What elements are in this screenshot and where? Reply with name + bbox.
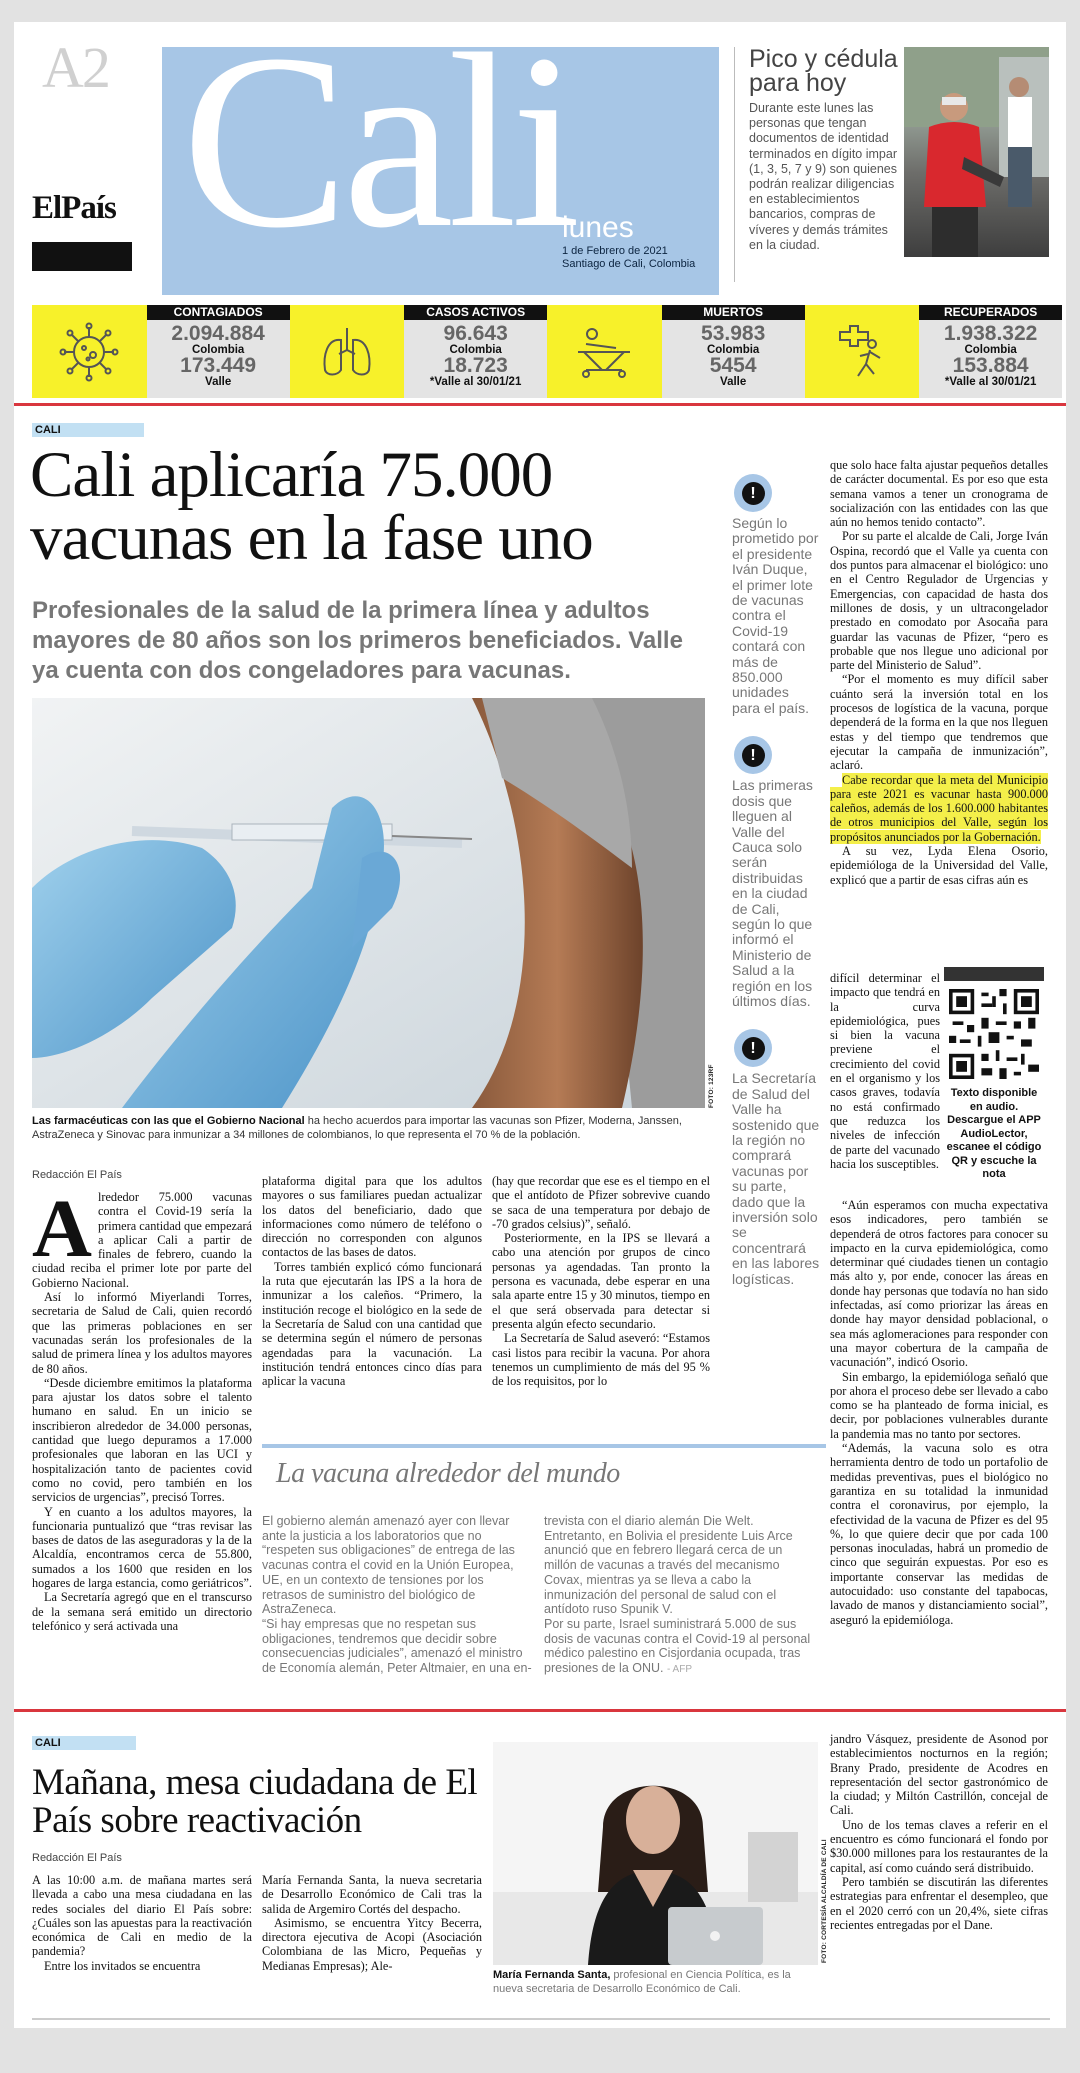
- article-column-3: (hay que recordar que ese es el tiempo en el que el antídoto de Pfizer sobrevive cuando se saca de una temperatura por debajo de -70 grados celsius)”, señaló. Posteriormente, en la IPS se llevará a cabo una atención por grupos de cinco personas ya agendadas. Tan pronto la persona es vacunada, debe esperar en una sala aparte entre 15 y 30 minutos, tiempo en el que será observada para detectar si presenta algún efecto secundario. La Secretaría de Salud aseveró: “Estamos casi listos para recibir la vacuna. Por ahora tenemos un cumplimiento de más del 95 % de los requisitos, por lo: [492, 1174, 710, 1389]
- page-number: A2: [42, 35, 109, 100]
- article-column-2: plataforma digital para que los adultos mayores o sus familiares puedan actualizar los datos del beneficiario, dado que informaciones como número de teléfono o dirección no corresponden con algunos contactos de las bases de datos. Torres también explicó cómo funcionará la ruta que ejecutarán las IPS a la hora de inmunizar a los caleños. “Primero, la institución recoge el biológico en la sede de la Secretaría de Salud con una cantidad que se determina según el número de personas agendadas para la vacunación. La institución tendrá entonces cinco días para aplicar la vacuna: [262, 1174, 482, 1389]
- facts-sidebar: [732, 474, 820, 1287]
- world-column-2: trevista con el diario alemán Die Welt. Entretanto, en Bolivia el presidente Luis Arce anunció que en febrero llegará cerca de un millón de vacunas a través del mecanismo Covax, mientras ya se lleva a cabo la inmunización del personal de salud con el antídoto ruso Spunik V. Por su parte, Israel suministrará 5.000 de sus dosis de vacunas contra el Covid-19 al personal médico palestino en Cisjordania ocupada, tras presiones de la ONU. - AFP: [544, 1514, 811, 1676]
- article-right-column: que solo hace falta ajustar pequeños detalles de carácter documental. Es por eso que esta semana vamos a tener un cronograma de socialización con las entidades con las que aún no hemos tenido contacto”. Por su parte el alcalde de Cali, Jorge Iván Ospina, recordó que el Valle ya cuenta con dos puntos para almacenar el biológico: uno en el Centro Regulador de Urgencias y Emergencias, con capacidad de hasta dos millones de dosis, y un ultracongelador prestado en comodato por Asocaña para guardar las vacunas de Pfizer, “pero es probable que nos llegue uno adicional por parte del Ministerio de Salud”. “Por el momento es muy difícil saber cuánto será la inversión total en los procesos de logística de la vacuna, porque dependerá de la forma en la que nos lleguen estas y del tiempo que tendremos que ejecutar la campaña de inmunización”, aclaró. Cabe recordar que la meta del Municipio para este 2021 es vacunar hasta 900.000 caleños, además de los 1.600.000 habitantes de otros municipios del Valle, según los propósitos anunciados por la Gobernación. A su vez, Lyda Elena Osorio, epidemióloga de la Universidad del Valle, explicó que a partir de esas cifras aún es: [830, 458, 1048, 887]
- photo-credit: FOTO: 123RF: [708, 1064, 715, 1108]
- lungs-icon: [290, 305, 405, 398]
- exclamation-icon: !: [734, 736, 772, 774]
- brand-bar: [32, 242, 132, 271]
- qr-text: Texto disponible en audio. Descargue el APP AudioLector, escanee el código QR y escuche la nota: [946, 1087, 1042, 1180]
- pico-photo: [904, 47, 1049, 257]
- second-column-3: jandro Vásquez, presidente de Asonod por establecimientos nocturnos en la región; Brany Prado, presidente de Acodres en representación del sector gastronómico de la ciudad; y Miltón Castrillón, concejal de Cali. Uno de los temas claves a referir en el encuentro es cómo funcionará el fondo por $30.000 millones para los restaurantes de la capital, así como cuándo será distribuido. Pero también se discutirán las diferentes estrategias para enfrentar el desempleo, que en el 2020 cerró con un 20,4%, siete cifras recientes entregadas por el Dane.: [830, 1732, 1048, 1932]
- second-column-2: María Fernanda Santa, la nueva secretaria de Desarrollo Económico de Cali tras la salida de Argemiro Cortés del despacho. Asimismo, se encuentra Yitcy Becerra, directora ejecutiva de Acopi (Asociación Colombiana de las Micro, Pequeñas y Medianas Empresas); Ale-: [262, 1873, 482, 1973]
- brand-logo: ElPaís: [32, 190, 116, 226]
- main-headline: Cali aplicaría 75.000 vacunas en la fase uno: [30, 439, 593, 574]
- world-title: La vacuna alrededor del mundo: [276, 1458, 620, 1489]
- article-column-1: Alrededor 75.000 vacunas contra el Covid-19 sería la primera cantidad que empezará a aplicar Cali a partir de finales de febrero, cuando la ciudad reciba el primer lote por parte del Gobierno Nacional. Así lo informó Miyerlandi Torres, secretaria de Salud de Cali, quien recordó que las primeras poblaciones en ser vacunadas serán los profesionales de la salud de primera línea y los adultos mayores de 80 años. “Desde diciembre emitimos la plataforma para ajustar los datos sobre el talento humano en salud. En un inicio se inscribieron alrededor de 34.000 personas, cantidad que luego depuramos a 17.000 profesionales que laboran en las UCI y hospitalización tanto de pacientes covid como no covid, pero también en los servicios de urgencias”, precisó Torres. Y en cuanto a los adultos mayores, la funcionaria puntualizó que “tras revisar las bases de datos de las aseguradoras y la de la Alcaldía, encontramos cerca de 55.800, sumados a los 1600 que residen en los hogares de larga estancia, como geriátricos”. La Secretaría agregó que en el transcurso de la semana será emitido un directorio telefónico y será activada una: [32, 1182, 252, 1633]
- fact-3: La Secretaría de Salud del Valle ha sostenido que la región no comprará vacunas por su parte, dado que la inversión solo se concentrará en las labores logísticas.: [732, 1070, 820, 1287]
- stretcher-icon: [547, 305, 662, 398]
- stat-casos-activos: CASOS ACTIVOS 96.643 Colombia 18.723 *Valle al 30/01/21: [404, 305, 547, 398]
- world-sidebar: [262, 1444, 826, 1697]
- pico-cedula-box: [734, 47, 914, 282]
- second-photo-caption: María Fernanda Santa, profesional en Ciencia Política, es la nueva secretaria de Desarrollo Económico de Cali.: [493, 1969, 791, 1995]
- second-photo-credit: FOTO: CORTESÍA ALCALDÍA DE CALI: [821, 1839, 828, 1963]
- drop-cap: A: [32, 1182, 92, 1274]
- covid-stats-bar: [32, 305, 1062, 398]
- official-portrait: [493, 1742, 818, 1965]
- section-masthead: [162, 47, 719, 295]
- second-byline: Redacción El País: [32, 1852, 122, 1864]
- qr-audio-box: [944, 967, 1044, 1182]
- section-kicker-2: CALI: [32, 1736, 136, 1750]
- exclamation-icon: !: [734, 474, 772, 512]
- photo-caption: Las farmacéuticas con las que el Gobierno Nacional ha hecho acuerdos para importar las vacunas son Pfizer, Moderna, Janssen, AstraZeneca y Sinovac para inmunizar a 34 millones de colombianos, lo que representa el 70 % de la población.: [32, 1115, 682, 1141]
- exclamation-icon: !: [734, 1029, 772, 1067]
- masthead-day: lunes: [562, 211, 634, 244]
- highlighted-text: Cabe recordar que la meta del Municipio para este 2021 es vacunar hasta 900.000 caleños, además de los 1.600.000 habitantes de otros municipios del Valle, según los propósitos anunciados por la Gobernación.: [830, 772, 1048, 844]
- world-column-1: El gobierno alemán amenazó ayer con llevar ante la justicia a los laboratorios que no “respeten sus obligaciones” de entrega de las vacunas contra el covid en la Unión Europea, UE, en un contexto de tensiones por los retrasos de suministro del biológico de AstraZeneca. “Si hay empresas que no respetan sus obligaciones, tendremos que decidir sobre consecuencias judiciales”, amenazó el ministro de Economía alemán, Peter Altmaier, en una en-: [262, 1514, 532, 1676]
- stat-contagiados: CONTAGIADOS 2.094.884 Colombia 173.449 Valle: [147, 305, 290, 398]
- section-word: Cali: [182, 47, 575, 280]
- section-kicker: CALI: [32, 423, 144, 437]
- qr-code[interactable]: [949, 989, 1039, 1079]
- virus-icon: [32, 305, 147, 398]
- recovered-icon: [805, 305, 920, 398]
- main-deck: Profesionales de la salud de la primera línea y adultos mayores de 80 años son los primeros beneficiados. Valle ya cuenta con dos congeladores para vacunas.: [32, 597, 683, 684]
- article-right-narrow: difícil determinar el impacto que tendrá en la curva epidemiológica, pues si bien la vacuna previene el crecimiento del covid en el organismo y los casos graves, todavía no está confirmado que reduzca los niveles de infección de parte del vacunado hacia los susceptibles.: [830, 971, 940, 1171]
- fact-1: Según lo prometido por el presidente Iván Duque, el primer lote de vacunas contra el Covid-19 contará con más de 850.000 unidades para el país.: [732, 515, 819, 716]
- qr-top-bar: [944, 967, 1044, 981]
- newspaper-page: [14, 22, 1066, 2028]
- stat-recuperados: RECUPERADOS 1.938.322 Colombia 153.884 *Valle al 30/01/21: [919, 305, 1062, 398]
- byline: Redacción El País: [32, 1169, 122, 1181]
- footer-rule: [32, 2018, 1050, 2020]
- vaccine-photo: [32, 698, 705, 1108]
- pico-title: Pico y cédula para hoy: [749, 45, 898, 97]
- fact-2: Las primeras dosis que lleguen al Valle del Cauca solo serán distribuidas en la ciudad de Cali, según lo que informó el Ministerio de Salud a la región en los últimos días.: [732, 777, 813, 1009]
- article-right-lower: “Aún esperamos con mucha expectativa esos indicadores, pero también se dependerá de otros factores para conocer su impacto en la curva epidemiológica, como determinar qué ciudades tienen un contagio más alto y, por ende, conocer las áreas en donde hay personas que todavía no han sido infectadas, así como priorizar las áreas en donde hay mayor densidad poblacional, o sea más aglomeraciones para responder con una mayor cobertura de la campaña de vacunación”, indicó Osorio. Sin embargo, la epidemióloga señaló que por ahora el proceso debe ser llevado a cabo como se ha planteado de forma inicial, es decir, por poblaciones vulnerables durante la pandemia mas no tanto por sectores. “Además, la vacuna solo es otra herramienta dentro de todo un portafolio de medidas preventivas, pues el biológico no garantiza en su totalidad la inmunidad contra el coronavirus, por ejemplo, la efectividad de la vacuna de Pfizer es del 95 %, lo que quiere decir que por cada 100 personas inoculadas, habrá un promedio de cinco que seguirán expuestas. Por eso es importante conservar las medidas de autocuidado: uso constante del tapabocas, lavado de manos y distanciamiento social”, aseguró la epidemióloga.: [830, 1198, 1048, 1627]
- second-headline: Mañana, mesa ciudadana de El País sobre reactivación: [32, 1762, 478, 1841]
- masthead-date: 1 de Febrero de 2021 Santiago de Cali, Colombia: [562, 245, 696, 270]
- second-column-1: A las 10:00 a.m. de mañana martes será llevada a cabo una mesa ciudadana en las redes sociales del diario El País sobre: ¿Cuáles son las apuestas para la reactivación económica de Cali en medio de la pandemia? Entre los invitados se encuentra: [32, 1873, 252, 1973]
- world-rule: [262, 1444, 826, 1448]
- pico-text: Durante este lunes las personas que tengan documentos de identidad terminados en dígito impar (1, 3, 5, 7 y 9) son quienes podrán realizar diligencias en establecimientos bancarios, compras de víveres y demás trámites en la ciudad.: [749, 101, 898, 252]
- stat-muertos: MUERTOS 53.983 Colombia 5454 Valle: [662, 305, 805, 398]
